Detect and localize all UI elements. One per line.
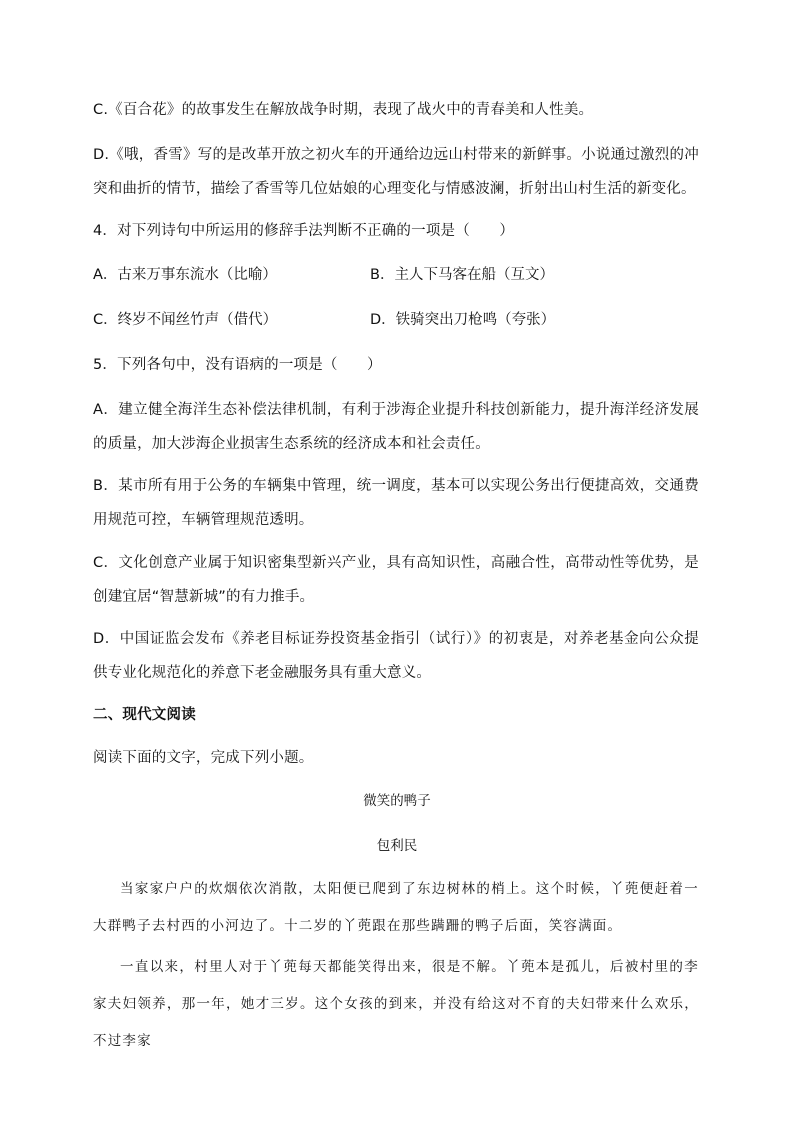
story-paragraph-1: 当家家户户的炊烟依次消散，太阳便已爬到了东边树林的梢上。这个时候，丫蔸便赶着一大群鸭子去村西的小河边了。十二岁的丫蔸跟在那些蹒跚的鸭子后面，笑容满面。: [93, 881, 699, 934]
q5-option-b: B．某市所有用于公务的车辆集中管理，统一调度，基本可以实现公务出行便捷高效，交通费用规范可控，车辆管理规范透明。: [93, 478, 699, 528]
section-heading: 二、现代文阅读: [93, 707, 196, 723]
q5-option-c: C．文化创意产业属于知识密集型新兴产业，具有高知识性，高融合性，高带动性等优势，是创建宜居“智慧新城”的有力推手。: [93, 555, 699, 605]
q5-stem: 5．下列各句中，没有语病的一项是（ ）: [93, 357, 382, 373]
q4-option-d: D．铁骑突出刀枪鸣（夸张）: [370, 312, 556, 328]
story-paragraph-2: 一直以来，村里人对于丫蔸每天都能笑得出来，很是不解。丫蔸本是孤儿，后被村里的李家夫妇领养，那一年，她才三岁。这个女孩的到来，并没有给这对不育的夫妇带来什么欢乐，不过李家: [93, 959, 699, 1049]
q4-stem: 4．对下列诗句中所运用的修辞手法判断不正确的一项是（ ）: [93, 223, 515, 239]
q3-option-d: D.《哦，香雪》写的是改革开放之初火车的开通给边远山村带来的新鲜事。小说通过激烈的冲突和曲折的情节，描绘了香雪等几位姑娘的心理变化与情感波澜，折射出山村生活的新变化。: [93, 147, 699, 197]
q5-option-d: D．中国证监会发布《养老目标证券投资基金指引（试行）》的初衷是，对养老基金向公众提供专业化规范化的养意下老金融服务具有重大意义。: [93, 631, 699, 681]
q4-option-c: C．终岁不闻丝竹声（借代）: [93, 312, 278, 328]
q5-option-a: A．建立健全海洋生态补偿法律机制，有利于涉海企业提升科技创新能力，提升海洋经济发展的质量，加大涉海企业损害生态系统的经济成本和社会责任。: [93, 402, 699, 452]
q3-option-c: C.《百合花》的故事发生在解放战争时期，表现了战火中的青春美和人性美。: [93, 102, 594, 118]
q4-option-b: B．主人下马客在船（互文）: [370, 267, 554, 283]
reading-instruction: 阅读下面的文字，完成下列小题。: [93, 750, 314, 766]
q4-option-a: A．古来万事东流水（比喻）: [93, 267, 277, 283]
story-title: 微笑的鸭子: [363, 793, 431, 809]
story-author: 包利民: [376, 838, 418, 854]
